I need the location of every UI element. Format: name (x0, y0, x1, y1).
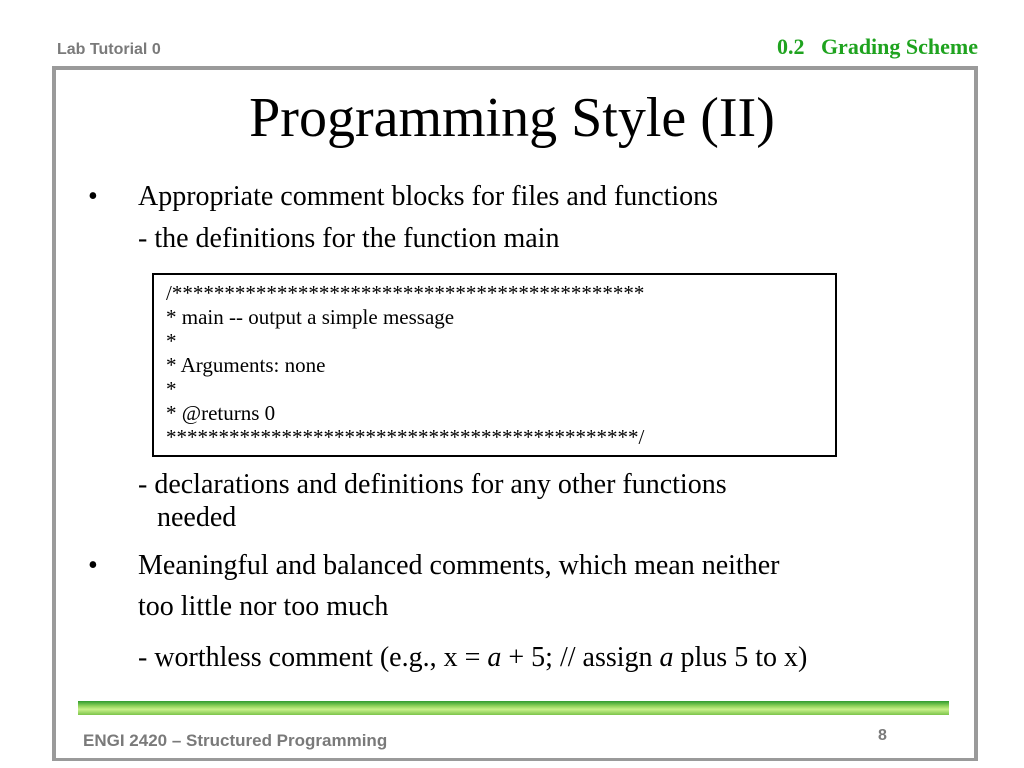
page-number: 8 (878, 727, 887, 744)
code-comment-block (152, 273, 837, 457)
code-line: *********************************************/ (166, 425, 645, 449)
bullet-1-text: Appropriate comment blocks for files and functions (138, 181, 719, 212)
bullet-1-sub-2-cont: needed (157, 502, 237, 533)
example-text-2: + 5; // assign (501, 642, 660, 673)
slide-title: Programming Style (II) (249, 87, 775, 149)
header-course-label: Lab Tutorial 0 (57, 41, 161, 58)
bullet-2-sub-1 (138, 642, 807, 674)
code-line: * @returns 0 (166, 401, 276, 425)
example-text-1: - worthless comment (e.g., x = (138, 642, 488, 673)
code-line: * Arguments: none (166, 353, 326, 377)
bullet-2-marker: • (88, 550, 98, 581)
var-a-1: a (487, 642, 502, 673)
code-line: * (166, 329, 177, 353)
code-line: * (166, 377, 177, 401)
header-section-label: 0.2 Grading Scheme (776, 34, 978, 59)
var-a-2: a (659, 642, 674, 673)
footer-course-title: ENGI 2420 – Structured Programming (83, 731, 388, 750)
bullet-1-sub-2: - declarations and definitions for any other functions (138, 469, 727, 500)
bullet-2-text: Meaningful and balanced comments, which mean neither (138, 550, 780, 581)
example-text-3: plus 5 to x) (673, 642, 808, 673)
code-line: /********************************************* (166, 281, 645, 305)
code-line: * main -- output a simple message (166, 305, 455, 329)
footer-divider (78, 701, 949, 715)
bullet-1-sub-1: - the definitions for the function main (138, 223, 560, 254)
bullet-1-marker: • (88, 181, 98, 212)
bullet-2-text-cont: too little nor too much (138, 591, 389, 622)
